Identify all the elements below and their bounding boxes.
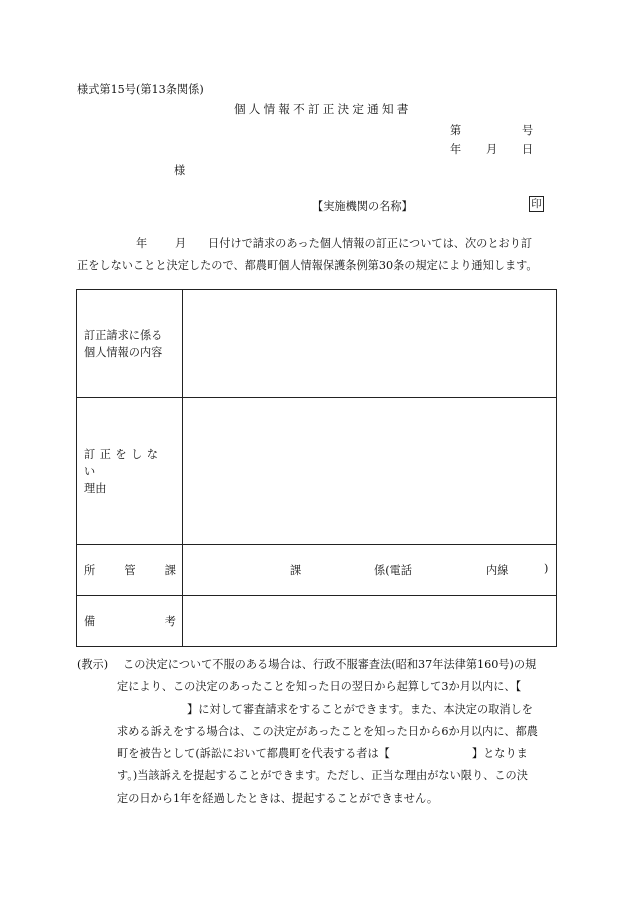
notes-line1: この決定について不服のある場合は、行政不服審査法(昭和37年法律第160号)の規: [123, 658, 537, 671]
seal-mark: 印: [529, 196, 544, 212]
intro-year: 年: [136, 237, 148, 250]
label-reason-line1: 訂正をしない: [84, 447, 163, 478]
notes-line5b: 】となりま: [471, 747, 528, 761]
date-year: 年: [450, 143, 462, 156]
label-department-char3: 課: [164, 564, 176, 577]
doc-number-prefix: 第: [450, 124, 462, 137]
label-reason-line2: 理由: [84, 481, 107, 495]
intro-line2: 正をしないことと決定したので、都農町個人情報保護条例第30条の規定により通知します。: [77, 259, 538, 272]
label-remarks-char1: 備: [84, 615, 96, 628]
field-department[interactable]: [183, 545, 557, 596]
form-number: 様式第15号(第13条関係): [77, 83, 204, 96]
label-remarks: [77, 596, 183, 647]
date-month: 月: [486, 143, 498, 156]
issuer-label: 【実施機関の名称】: [312, 200, 413, 213]
notes-label: (教示): [77, 658, 109, 671]
label-content-line2: 個人情報の内容: [84, 345, 163, 359]
doc-number-suffix: 号: [522, 124, 534, 137]
row-remarks: [77, 596, 557, 647]
intro-line1: 日付けで請求のあった個人情報の訂正については、次のとおり訂: [208, 237, 533, 250]
date-day: 日: [522, 143, 534, 156]
instruction-notes: [77, 654, 559, 810]
label-content-line1: 訂正請求に係る: [84, 328, 163, 342]
addressee-honorific: 様: [174, 164, 186, 177]
department-ka: 課: [290, 564, 302, 577]
notes-line3: 】に対して審査請求をすることができます。また、本決定の取消しを: [187, 702, 533, 716]
label-reason: [77, 398, 183, 545]
notes-line7: 定の日から1年を経過したときは、提起することができません。: [117, 791, 439, 805]
row-content: [77, 290, 557, 398]
label-department-char2: 管: [124, 564, 136, 577]
form-table: [76, 289, 557, 647]
field-content[interactable]: [183, 290, 557, 398]
intro-month: 月: [175, 237, 187, 250]
row-department: [77, 545, 557, 596]
notes-line2: 定により、この決定のあったことを知った日の翌日から起算して3か月以内に、【: [117, 680, 522, 694]
department-close: ): [544, 562, 549, 575]
label-remarks-char2: 考: [164, 615, 176, 628]
notes-line5: 町を被告として(訴訟において都農町を代表する者は【: [117, 747, 390, 761]
notes-line4: 求める訴えをする場合は、この決定があったことを知った日から6か月以内に、都農: [117, 724, 538, 738]
label-content: [77, 290, 183, 398]
department-kakari: 係(電話: [374, 564, 412, 577]
label-department-char1: 所: [84, 564, 96, 577]
row-reason: [77, 398, 557, 545]
department-naisen: 内線: [486, 564, 509, 577]
document-title: 個人情報不訂正決定通知書: [234, 102, 412, 116]
field-reason[interactable]: [183, 398, 557, 545]
notes-line6: す。)当該訴えを提起することができます。ただし、正当な理由がない限り、この決: [117, 769, 528, 783]
label-department: [77, 545, 183, 596]
field-remarks[interactable]: [183, 596, 557, 647]
